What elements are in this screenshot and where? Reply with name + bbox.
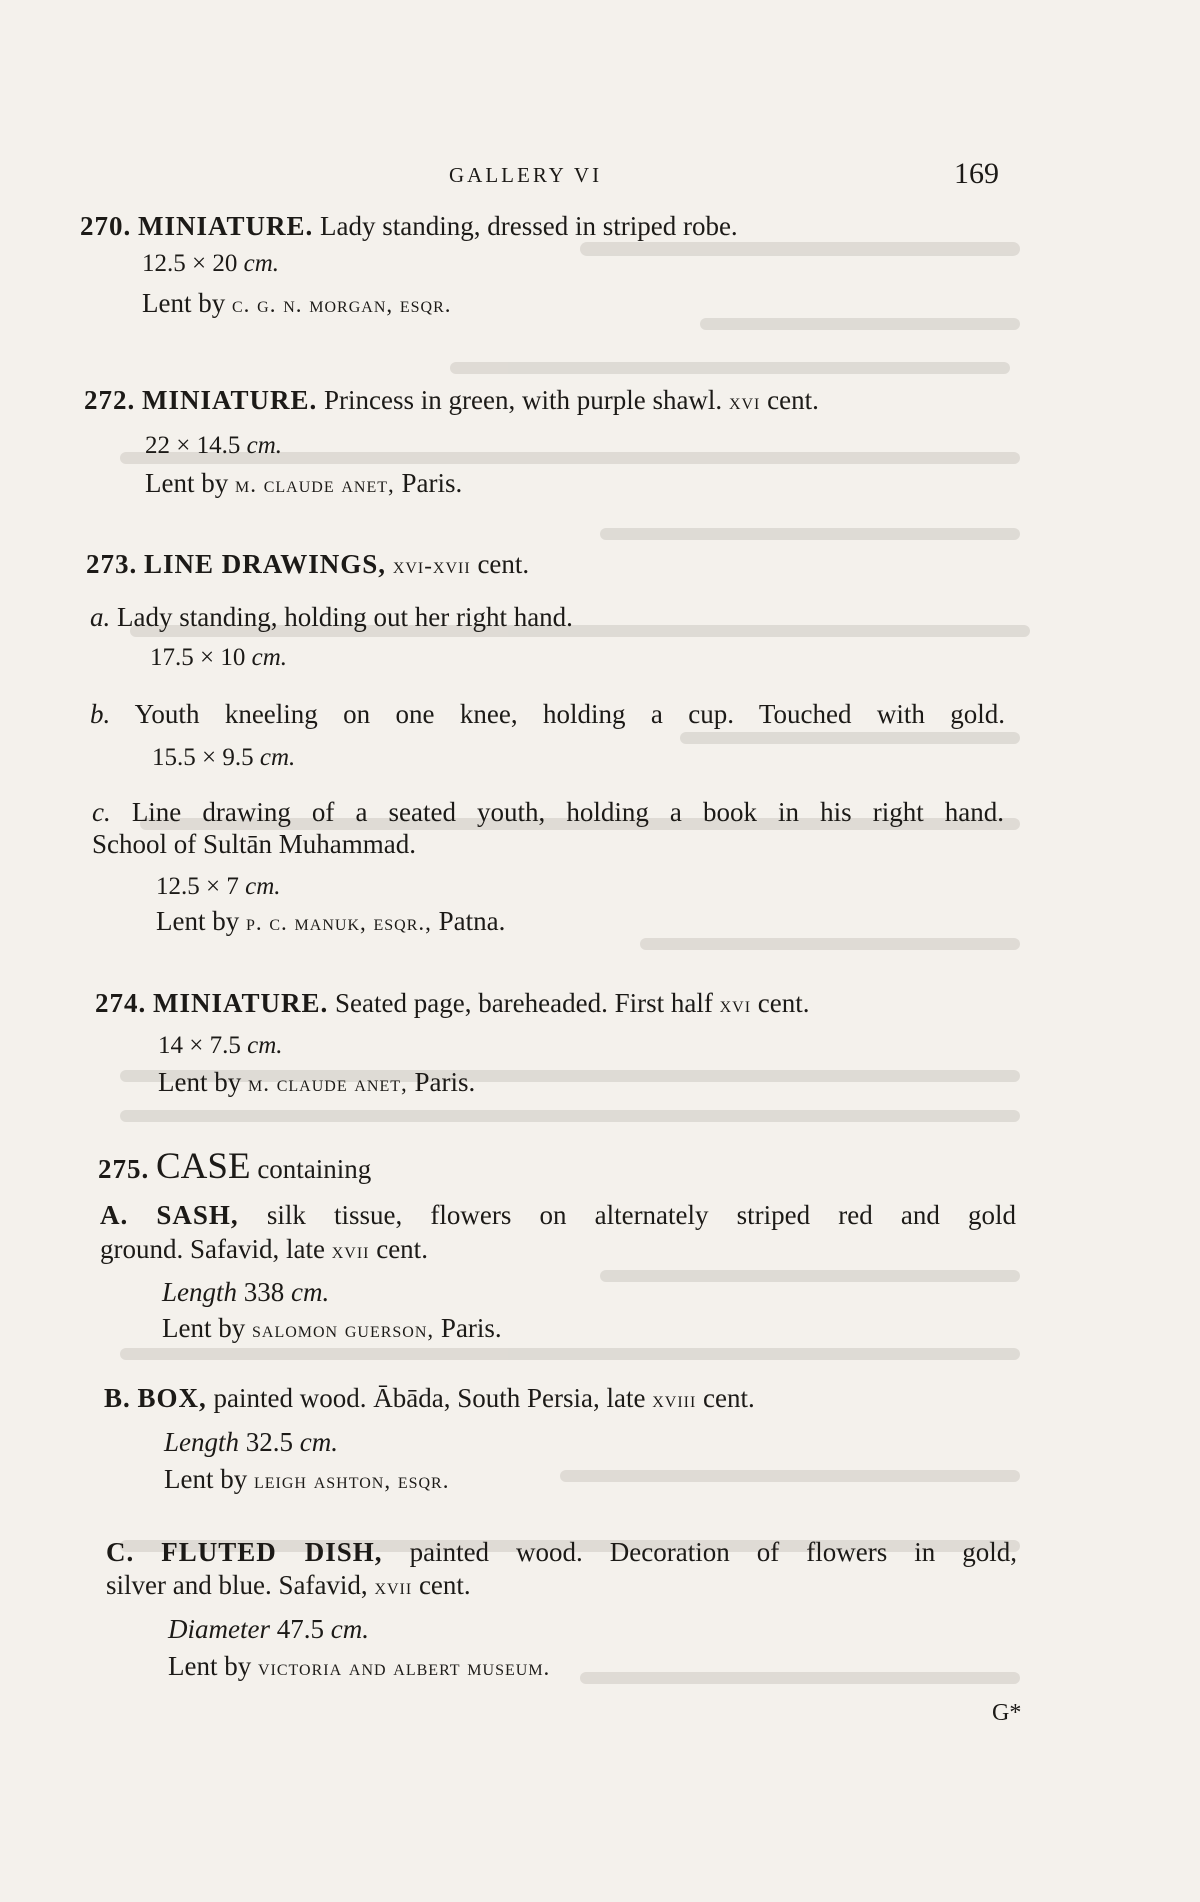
period-suffix: cent. [757,988,810,1018]
dimensions: 15.5 × 9.5 [152,744,254,771]
running-head: GALLERY VI [449,163,603,187]
dimension-label: Diameter [168,1614,270,1644]
item-letter: C. [106,1537,135,1567]
entry-272-lender [145,468,462,499]
lender-name: p. c. manuk, esqr., [245,910,432,935]
entry-273-item-a [90,602,573,633]
item-description: painted wood. Ābāda, South Persia, late [213,1383,646,1413]
period-suffix: cent. [477,549,530,579]
period-suffix: cent. [767,385,819,415]
entry-heading: LINE DRAWINGS, [144,549,387,579]
item-heading: FLUTED DISH, [161,1537,383,1567]
heading-suffix: containing [257,1154,372,1184]
period: xvi [719,992,752,1017]
entry-273-lender [156,906,505,937]
entry-description: Seated page, bareheaded. First half [335,988,713,1018]
unit: cm. [245,873,281,900]
entry-273-item-c [92,797,1004,828]
period: xvi-xvii [392,553,471,578]
entry-275-item-a-lender [162,1313,502,1344]
dimensions: 12.5 × 20 [142,250,238,277]
dimensions: 14 × 7.5 [158,1032,241,1059]
signature-mark: G* [992,1700,1022,1726]
lent-by-label: Lent by [158,1067,242,1097]
unit: cm. [243,250,280,277]
item-letter: a. [90,602,111,632]
item-description: Youth kneeling on one knee, holding a cup. Touched with gold. [134,699,1006,729]
item-description: silk tissue, flowers on alternately striped red and gold [266,1200,1017,1230]
entry-description: Princess in green, with purple shawl. [324,385,723,415]
lender-place: Paris. [414,1067,476,1097]
entry-number: 270. [80,211,132,241]
period-suffix: cent. [376,1234,428,1264]
entry-heading: CASE [156,1146,251,1187]
item-heading: BOX, [137,1383,207,1413]
entry-275-item-a-line2 [100,1234,428,1265]
item-letter: B. [104,1383,131,1413]
page-number: 169 [954,157,999,190]
entry-275-item-b [104,1383,755,1414]
dimension-label: Length [162,1277,238,1307]
entry-272-measure [145,432,282,460]
unit: cm. [251,644,288,671]
entry-number: 274. [95,988,147,1018]
unit: cm. [330,1614,369,1644]
dimensions: 32.5 [245,1427,294,1457]
dimensions: 12.5 × 7 [156,873,239,900]
entry-274-title [95,988,810,1019]
lent-by-label: Lent by [145,468,229,498]
lent-by-label: Lent by [162,1313,246,1343]
period: xviii [652,1387,697,1412]
entry-275-item-c [106,1537,1017,1568]
dimensions: 22 × 14.5 [145,432,241,459]
entry-274-measure [158,1032,283,1060]
item-letter: A. [100,1200,129,1230]
entry-272-title [84,385,819,416]
entry-heading: MINIATURE. [138,211,314,241]
lender-place: Patna. [438,906,506,936]
unit: cm. [299,1427,338,1457]
entry-275-item-a-measure [162,1277,329,1308]
entry-275-item-b-measure [164,1427,338,1458]
entry-270-measure [142,250,279,278]
lender-name: m. claude anet, [234,472,395,497]
dimension-label: Length [164,1427,240,1457]
entry-273-item-b-measure [152,744,295,772]
entry-275-item-a [100,1200,1016,1231]
item-description-cont: silver and blue. Safavid, [106,1570,368,1600]
lent-by-label: Lent by [142,288,226,318]
item-description: Line drawing of a seated youth, holding a book in his right hand. [131,797,1004,827]
unit: cm. [259,744,296,771]
period-suffix: cent. [418,1570,471,1600]
period: xvii [331,1238,370,1263]
period: xvii [374,1574,413,1599]
unit: cm. [247,1032,283,1059]
item-description-cont: ground. Safavid, late [100,1234,325,1264]
entry-273-item-c-line2: School of Sultān Muhammad. [92,829,416,859]
lent-by-label: Lent by [156,906,240,936]
dimensions: 47.5 [276,1614,324,1644]
entry-heading: MINIATURE. [142,385,318,415]
entry-description: Lady standing, dressed in striped robe. [320,211,738,241]
period: xvi [728,389,761,414]
lender-place: Paris. [440,1313,502,1343]
entry-273-item-c-measure [156,873,281,901]
entry-270-lender [142,288,452,319]
unit: cm. [246,432,283,459]
item-description: painted wood. Decoration of flowers in gold, [409,1537,1018,1567]
entry-number: 273. [86,549,138,579]
period-suffix: cent. [703,1383,755,1413]
entry-275-item-c-measure [168,1614,369,1645]
item-description: Lady standing, holding out her right hand. [117,602,573,632]
unit: cm. [291,1277,330,1307]
lender-name: leigh ashton, esqr. [253,1468,450,1493]
item-heading: SASH, [156,1200,239,1230]
item-letter: c. [92,797,111,827]
entry-number: 275. [98,1154,150,1184]
entry-275-item-c-lender [168,1651,550,1682]
dimensions: 17.5 × 10 [150,644,246,671]
entry-number: 272. [84,385,136,415]
entry-273-title [86,549,529,580]
lender-name: c. g. n. morgan, esqr. [231,292,452,317]
lent-by-label: Lent by [164,1464,248,1494]
item-letter: b. [90,699,111,729]
entry-275-title [98,1145,371,1188]
entry-heading: MINIATURE. [153,988,329,1018]
dimensions: 338 [243,1277,285,1307]
entry-275-item-b-lender [164,1464,449,1495]
entry-274-lender [158,1067,475,1098]
entry-273-item-a-measure [150,644,287,672]
lender-place: Paris. [401,468,463,498]
entry-275-item-c-line2 [106,1570,471,1601]
lent-by-label: Lent by [168,1651,252,1681]
entry-270-title [80,211,738,242]
lender-name: salomon guerson, [251,1317,435,1342]
entry-273-item-b [90,699,1005,730]
lender-name: m. claude anet, [247,1071,408,1096]
lender-name: victoria and albert museum. [257,1655,551,1680]
